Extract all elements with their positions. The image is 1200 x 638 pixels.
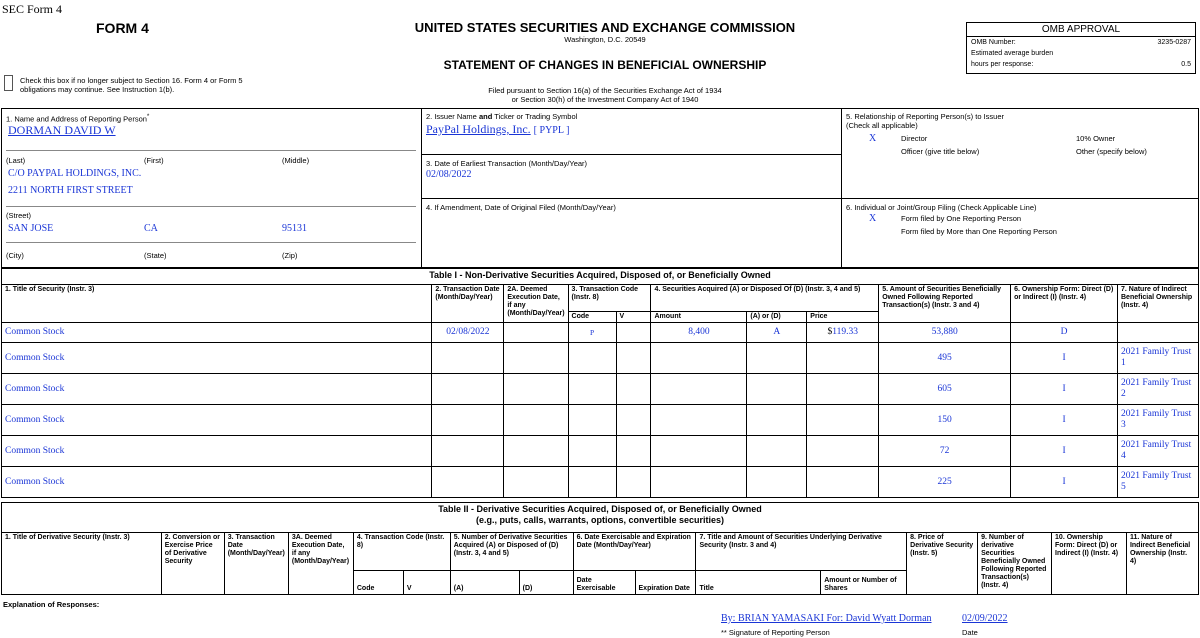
t1-amount (651, 405, 747, 436)
signature-date[interactable]: 02/09/2022 (962, 613, 1008, 624)
omb-number-label: OMB Number: (971, 39, 1016, 46)
issuer-line (426, 122, 569, 137)
t1-form: I (1011, 374, 1118, 405)
t1-deemed (504, 323, 568, 343)
t1-amount (651, 467, 747, 498)
t2-header-price: 8. Price of Derivative Security (Instr. 5) (907, 533, 978, 595)
box4-label: 4. If Amendment, Date of Original Filed (Month/Day/Year) (426, 203, 616, 212)
issuer-name-link[interactable]: PayPal Holdings, Inc. (426, 122, 531, 136)
state-label: (State) (144, 251, 167, 260)
t2-header-title: 1. Title of Derivative Security (Instr. 3) (2, 533, 162, 595)
t1-code: P (568, 323, 616, 343)
section16-checkbox-label (20, 76, 243, 94)
t1-header-nature: 7. Nature of Indirect Beneficial Ownership (Instr. 4) (1118, 285, 1199, 323)
t2-header-conversion: 2. Conversion or Exercise Price of Derivative Security (161, 533, 224, 595)
t1-sub-code: Code (568, 312, 616, 323)
t2-sub-v: V (403, 571, 450, 595)
t1-date (432, 467, 504, 498)
t1-header-acquired: 4. Securities Acquired (A) or Disposed Of (D) (Instr. 3, 4 and 5) (651, 285, 879, 312)
street-label: (Street) (6, 211, 32, 220)
t1-price-value: 119.33 (832, 327, 859, 337)
box3-earliest-transaction (421, 154, 842, 199)
table-row (2, 467, 1199, 498)
t1-code (568, 467, 616, 498)
city-value: SAN JOSE (8, 223, 54, 234)
t2-sub-expiration: Expiration Date (635, 571, 696, 595)
t1-aord (747, 467, 807, 498)
t1-amount (651, 374, 747, 405)
t1-price-symbol: $ (827, 327, 833, 337)
ten-percent-owner-label: 10% Owner (1076, 134, 1116, 143)
t1-nature: 2021 Family Trust 4 (1118, 436, 1199, 467)
t1-form: I (1011, 467, 1118, 498)
signature-link[interactable]: By: BRIAN YAMASAKI For: David Wyatt Dorman (721, 613, 932, 624)
t1-price (807, 343, 879, 374)
t1-price (807, 467, 879, 498)
omb-title: OMB APPROVAL (967, 23, 1195, 37)
t2-header-owned: 9. Number of derivative Securities Beneficially Owned Following Reported Transaction(s) (Instr. 4) (978, 533, 1052, 595)
omb-number-row (967, 37, 1195, 48)
t1-aord (747, 343, 807, 374)
table-2-caption-line-1: Table II - Derivative Securities Acquired, Disposed of, or Beneficially Owned (438, 504, 762, 514)
form-title: FORM 4 (96, 20, 149, 36)
agency-location: Washington, D.C. 20549 (564, 35, 646, 44)
filed-line-1: Filed pursuant to Section 16(a) of the Securities Exchange Act of 1934 (488, 86, 722, 95)
t2-header-date: 3. Transaction Date (Month/Day/Year) (224, 533, 288, 595)
multi-person-label: Form filed by More than One Reporting Person (901, 227, 1057, 236)
omb-hours-value: 0.5 (1181, 61, 1191, 68)
box1-reporting-person (1, 108, 422, 268)
table-row (2, 374, 1199, 405)
t1-owned: 605 (879, 374, 1011, 405)
table-1-caption: Table I - Non-Derivative Securities Acquired, Disposed of, or Beneficially Owned (2, 269, 1199, 285)
box4-amendment (421, 198, 842, 268)
t1-deemed (504, 374, 568, 405)
address-line-1: C/O PAYPAL HOLDINGS, INC. (8, 168, 142, 179)
t1-price (807, 405, 879, 436)
t1-owned: 72 (879, 436, 1011, 467)
t2-header-nature: 11. Nature of Indirect Beneficial Ownership (Instr. 4) (1126, 533, 1198, 595)
t1-header-form: 6. Ownership Form: Direct (D) or Indirect (I) (Instr. 4) (1011, 285, 1118, 323)
t1-owned: 53,880 (879, 323, 1011, 343)
t1-header-code: 3. Transaction Code (Instr. 8) (568, 285, 651, 312)
explanation-of-responses: Explanation of Responses: (3, 600, 100, 609)
omb-burden-label: Estimated average burden (971, 50, 1054, 57)
t2-sub-amount: Amount or Number of Shares (821, 571, 907, 595)
t1-title: Common Stock (2, 323, 432, 343)
box2-label (426, 112, 577, 121)
t1-aord (747, 374, 807, 405)
t1-form: I (1011, 436, 1118, 467)
t1-date (432, 343, 504, 374)
one-person-checkmark: X (869, 213, 877, 224)
table-row (2, 405, 1199, 436)
t1-code (568, 343, 616, 374)
t2-header-code: 4. Transaction Code (Instr. 8) (353, 533, 450, 571)
zip-value: 95131 (282, 223, 307, 234)
checkbox-label-line-2: obligations may continue. See Instruction 1(b). (20, 85, 175, 94)
t1-amount (651, 343, 747, 374)
zip-label: (Zip) (282, 251, 298, 260)
t2-header-exercisable: 6. Date Exercisable and Expiration Date (Month/Day/Year) (573, 533, 696, 571)
omb-hours-row (967, 59, 1195, 70)
t1-owned: 225 (879, 467, 1011, 498)
filed-line-2: or Section 30(h) of the Investment Company Act of 1940 (511, 95, 699, 104)
t1-form: I (1011, 405, 1118, 436)
t1-deemed (504, 343, 568, 374)
other-label: Other (specify below) (1076, 147, 1147, 156)
box1-divider-city (6, 242, 416, 243)
t1-sub-aord: (A) or (D) (747, 312, 807, 323)
sec-form-label: SEC Form 4 (2, 2, 63, 16)
t1-header-date: 2. Transaction Date (Month/Day/Year) (432, 285, 504, 323)
t1-date (432, 374, 504, 405)
t1-owned: 150 (879, 405, 1011, 436)
t1-deemed (504, 467, 568, 498)
table-row (2, 323, 1199, 343)
box2-label-and: and (478, 112, 493, 121)
t2-sub-exercisable: Date Exercisable (573, 571, 635, 595)
box1-asterisk: * (146, 113, 150, 120)
t1-header-title: 1. Title of Security (Instr. 3) (2, 285, 432, 323)
box1-label-text: 1. Name and Address of Reporting Person (6, 114, 147, 124)
t1-title: Common Stock (2, 374, 432, 405)
box6-filing-type (841, 198, 1199, 268)
t2-header-deemed: 3A. Deemed Execution Date, if any (Month/Day/Year) (288, 533, 353, 595)
t1-form: D (1011, 323, 1118, 343)
t1-sub-v: V (616, 312, 651, 323)
omb-approval-box (966, 22, 1196, 74)
t1-aord: A (747, 323, 807, 343)
t1-price (807, 374, 879, 405)
table-row (2, 343, 1199, 374)
t1-title: Common Stock (2, 405, 432, 436)
table-2-caption-line-2: (e.g., puts, calls, warrants, options, convertible securities) (475, 515, 725, 525)
last-label: (Last) (6, 156, 26, 165)
t2-sub-title: Title (696, 571, 821, 595)
box5-label-1: 5. Relationship of Reporting Person(s) to Issuer (846, 112, 1004, 121)
t1-title: Common Stock (2, 467, 432, 498)
first-label: (First) (144, 156, 164, 165)
date-label: Date (962, 628, 978, 637)
t1-price (807, 323, 879, 343)
box1-divider-name (6, 150, 416, 151)
box1-divider-address (6, 206, 416, 207)
checkbox-label-line-1: Check this box if no longer subject to Section 16. Form 4 or Form 5 (20, 76, 243, 85)
t1-nature: 2021 Family Trust 1 (1118, 343, 1199, 374)
t1-date (432, 405, 504, 436)
t1-sub-amount: Amount (651, 312, 747, 323)
middle-label: (Middle) (282, 156, 310, 165)
table-2-caption (2, 503, 1199, 533)
box2-label-post: Ticker or Trading Symbol (492, 112, 578, 121)
box1-label (6, 112, 149, 124)
address-line-2: 2211 NORTH FIRST STREET (8, 185, 133, 196)
t1-aord (747, 436, 807, 467)
t2-sub-code: Code (353, 571, 403, 595)
t1-title: Common Stock (2, 343, 432, 374)
box2-issuer (421, 108, 842, 155)
table-2-derivative (1, 502, 1199, 595)
filed-pursuant (370, 86, 840, 104)
agency-title: UNITED STATES SECURITIES AND EXCHANGE COMMISSION (414, 20, 796, 35)
table-1-non-derivative (1, 268, 1199, 498)
box6-label: 6. Individual or Joint/Group Filing (Check Applicable Line) (846, 203, 1037, 212)
reporting-person-name-link[interactable]: DORMAN DAVID W (8, 123, 116, 137)
t1-sub-price: Price (807, 312, 879, 323)
t1-header-deemed: 2A. Deemed Execution Date, if any (Month/Day/Year) (504, 285, 568, 323)
t1-v (616, 343, 651, 374)
t1-v (616, 436, 651, 467)
t1-title: Common Stock (2, 436, 432, 467)
t2-header-form: 10. Ownership Form: Direct (D) or Indirect (I) (Instr. 4) (1052, 533, 1127, 595)
box5-label-2: (Check all applicable) (846, 121, 918, 130)
ticker-symbol: [ PYPL ] (533, 125, 570, 136)
t1-price (807, 436, 879, 467)
state-value: CA (144, 223, 158, 234)
t2-sub-d: (D) (519, 571, 573, 595)
box5-relationship (841, 108, 1199, 199)
city-label: (City) (6, 251, 24, 260)
t1-amount (651, 436, 747, 467)
director-label: Director (901, 134, 928, 143)
t1-nature: 2021 Family Trust 5 (1118, 467, 1199, 498)
signature-label: ** Signature of Reporting Person (721, 628, 830, 637)
omb-hours-label: hours per response: (971, 61, 1034, 68)
t1-date: 02/08/2022 (432, 323, 504, 343)
t1-nature (1118, 323, 1199, 343)
t2-header-number: 5. Number of Derivative Securities Acquired (A) or Disposed of (D) (Instr. 3, 4 and 5) (450, 533, 573, 571)
t1-owned: 495 (879, 343, 1011, 374)
director-checkmark: X (869, 133, 877, 144)
t1-v (616, 405, 651, 436)
t1-v (616, 467, 651, 498)
officer-label: Officer (give title below) (901, 147, 980, 156)
t1-nature: 2021 Family Trust 3 (1118, 405, 1199, 436)
t1-v (616, 323, 651, 343)
statement-title: STATEMENT OF CHANGES IN BENEFICIAL OWNERSHIP (443, 58, 767, 72)
t1-deemed (504, 436, 568, 467)
one-person-label: Form filed by One Reporting Person (901, 214, 1022, 223)
t1-code (568, 436, 616, 467)
t1-code (568, 405, 616, 436)
t1-code (568, 374, 616, 405)
box3-label: 3. Date of Earliest Transaction (Month/Day/Year) (426, 159, 588, 168)
box2-label-pre: 2. Issuer Name (426, 112, 479, 121)
t1-v (616, 374, 651, 405)
omb-burden-row (967, 48, 1195, 59)
t1-aord (747, 405, 807, 436)
t1-date (432, 436, 504, 467)
omb-number-value: 3235-0287 (1157, 39, 1191, 46)
section16-checkbox[interactable] (4, 75, 13, 91)
t2-sub-a: (A) (450, 571, 519, 595)
t1-nature: 2021 Family Trust 2 (1118, 374, 1199, 405)
t1-deemed (504, 405, 568, 436)
table-row (2, 436, 1199, 467)
t1-header-owned: 5. Amount of Securities Beneficially Owned Following Reported Transaction(s) (Instr. 3 and 4) (879, 285, 1011, 323)
t2-header-underlying: 7. Title and Amount of Securities Underlying Derivative Security (Instr. 3 and 4) (696, 533, 907, 571)
t1-form: I (1011, 343, 1118, 374)
t1-amount: 8,400 (651, 323, 747, 343)
earliest-transaction-date: 02/08/2022 (426, 169, 472, 180)
